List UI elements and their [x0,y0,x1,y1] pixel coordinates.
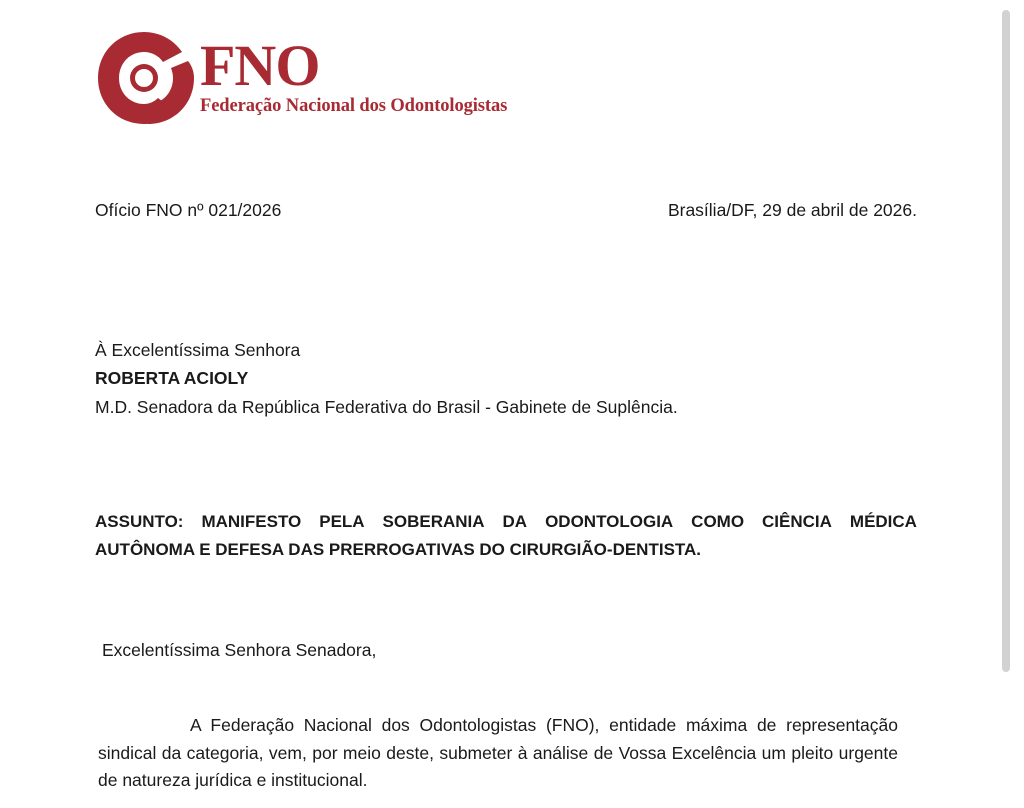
fno-circular-logo-icon [92,28,196,128]
letterhead [92,28,507,128]
addressee-salutation: À Excelentíssima Senhora [95,340,301,360]
subject-line-2: AUTÔNOMA E DEFESA DAS PRERROGATIVAS DO CIRURGIÃO-DENTISTA. [95,539,702,559]
subject-block [95,508,917,563]
paragraph-1: A Federação Nacional dos Odontologistas (FNO), entidade máxima de representação sindical da categoria, vem, por meio deste, submeter à análise de Vossa Excelência um pleito urgente de natureza jurídica e institucional. [98,715,898,791]
subject-word: DA [502,512,528,531]
organization-acronym: FNO [200,33,320,99]
subject-word: ODONTOLOGIA [545,512,674,531]
addressee-role: M.D. Senadora da República Federativa do Brasil - Gabinete de Suplência. [95,396,678,417]
subject-line-1 [95,508,917,536]
subject-word: CIÊNCIA [762,512,832,531]
scrollbar-thumb[interactable] [1002,10,1010,672]
addressee-block [95,336,925,421]
subject-word: MANIFESTO [201,512,302,531]
organization-name: Federação Nacional dos Odontologistas [200,95,508,116]
subject-word: MÉDICA [849,512,917,531]
letterhead-text [200,33,508,116]
addressee-name: ROBERTA ACIOLY [95,368,249,389]
subject-word: SOBERANIA [382,512,485,531]
oficio-number: Ofício FNO nº 021/2026 [95,200,282,220]
subject-word: ASSUNTO: [95,512,184,531]
subject-word: PELA [319,512,365,531]
scroll-gutter [978,0,1024,808]
greeting: Excelentíssima Senhora Senadora, [102,640,377,660]
reference-row [95,198,917,223]
subject-word: COMO [691,512,745,531]
place-and-date: Brasília/DF, 29 de abril de 2026. [667,200,917,220]
